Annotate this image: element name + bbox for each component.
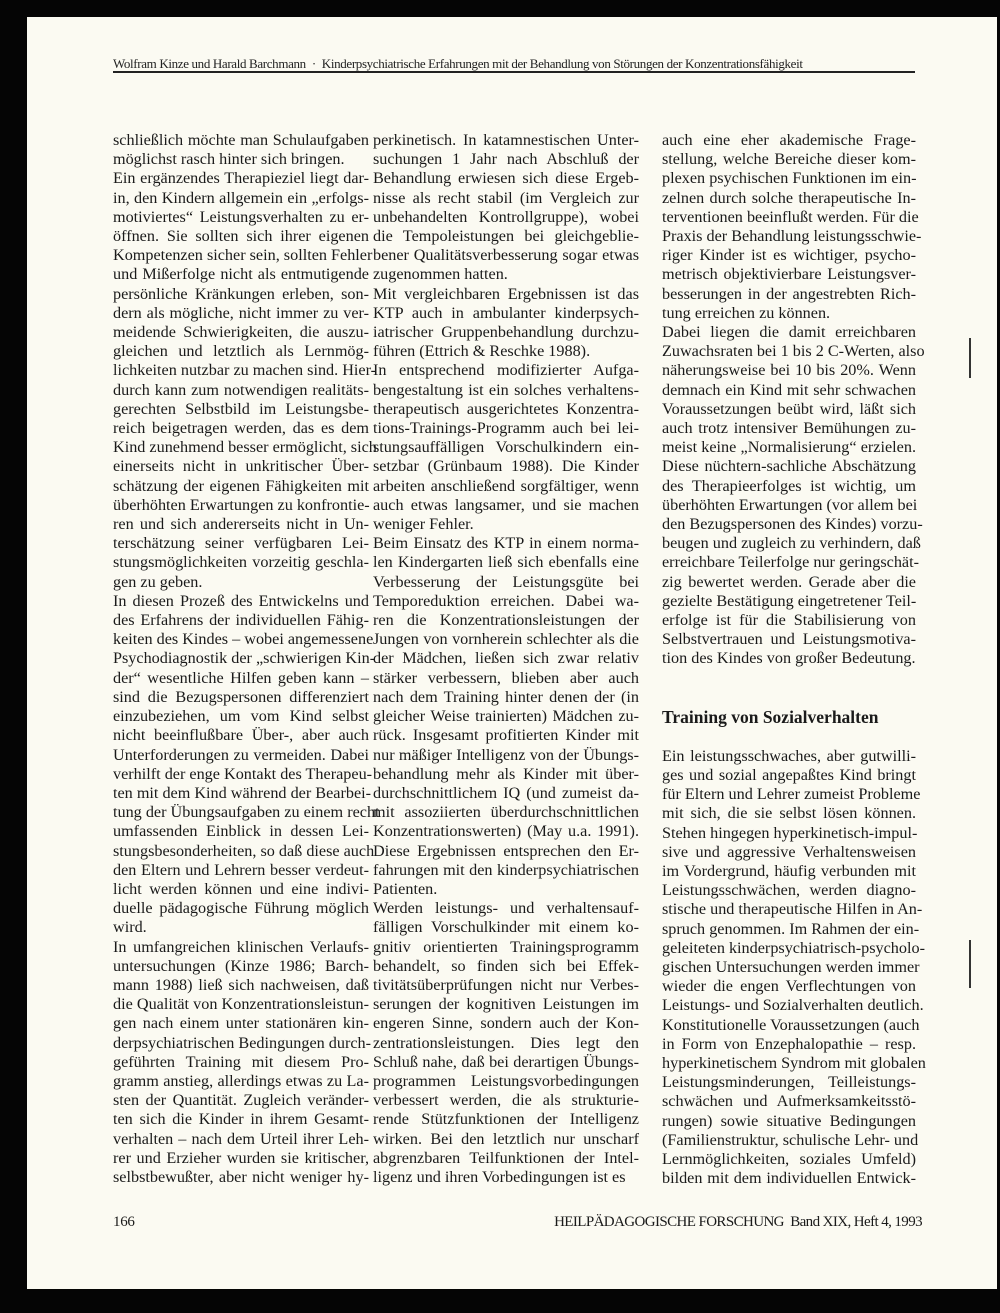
text-line: programmen Leistungsvorbedingungen	[373, 1071, 639, 1090]
text-line: in Form von Enzephalopathie – resp.	[662, 1034, 916, 1053]
text-line: tung erreichen zu können.	[662, 303, 831, 322]
text-line: den Eltern und Lehrern besser verdeut-	[113, 860, 369, 879]
text-line: In entsprechend modifizierter Aufga-	[373, 361, 639, 380]
text-line: Jungen von vornherein schlechter als die	[373, 630, 639, 649]
text-line: überhöhten Erwartungen (vor allem bei	[662, 495, 918, 514]
text-line: gen zu geben.	[113, 572, 203, 591]
text-line: möglichst rasch hinter sich bringen.	[113, 150, 345, 169]
text-line: wird.	[113, 918, 147, 937]
text-line: zelnen durch solche therapeutische In-	[662, 188, 916, 207]
text-line: Konstitutionelle Voraussetzungen (auch	[662, 1015, 920, 1034]
text-line: Beim Einsatz des KTP in einem norma-	[373, 534, 639, 553]
text-line: Leistungs- und Sozialverhalten deutlich.	[662, 996, 924, 1015]
text-line: licht werden können und eine indivi-	[113, 879, 369, 898]
text-line: (Familienstruktur, schulische Lehr- und	[662, 1130, 919, 1149]
text-line: rungen) sowie situative Bedingungen	[662, 1111, 916, 1130]
text-line: auch eine eher akademische Frage-	[662, 131, 916, 149]
text-line: auch etwas langsamer, und sie machen	[373, 495, 639, 514]
text-line: Verbesserung der Leistungsgüte bei	[373, 572, 639, 591]
text-line: Psychodiagnostik der „schwierigen Kin-	[113, 649, 376, 668]
text-line: plexen psychischen Funktionen im ein-	[662, 169, 917, 188]
text-line: führen (Ettrich & Reschke 1988).	[373, 342, 591, 361]
text-line: verhalten – nach dem Urteil ihrer Leh-	[113, 1129, 369, 1148]
paragraph	[113, 169, 377, 591]
text-line: schließlich möchte man Schulaufgaben	[113, 131, 369, 149]
text-line: rer und Erzieher wurden sie kritischer,	[113, 1148, 369, 1167]
text-line: durch kann zum notwendigen realitäts-	[113, 380, 369, 399]
text-line: In umfangreichen klinischen Verlaufs-	[113, 937, 369, 956]
text-line: terventionen beeinflußt werden. Für die	[662, 207, 919, 226]
text-line: ten sich die Kinder in ihrem Gesamt-	[113, 1110, 369, 1129]
text-line: öffnen. Sie sollten sich ihrer eigenen	[113, 227, 369, 246]
text-line: ges und sozial angepaßtes Kind bringt	[662, 765, 916, 784]
header-authors: Wolfram Kinze und Harald Barchmann	[113, 56, 306, 71]
text-line: Lernmöglichkeiten, soziales Umfeld)	[662, 1149, 916, 1168]
text-line: Patienten.	[373, 879, 438, 898]
text-line: gischen Untersuchungen werden immer	[662, 957, 920, 976]
text-line: Selbstvertrauen und Leistungsmotiva-	[662, 630, 916, 649]
text-line: besserungen in der angestrebten Rich-	[662, 284, 916, 303]
text-line: In diesen Prozeß des Entwickelns und	[113, 591, 369, 610]
text-line: stungsbesonderheiten, so daß diese auch	[113, 841, 375, 860]
text-line: gleichen und letztlich als Lernmög-	[113, 342, 369, 361]
text-line: gen nach einem unter stationären kin-	[113, 1014, 369, 1033]
paragraph	[373, 285, 639, 362]
text-line: weniger Fehler.	[373, 515, 474, 534]
text-line: stärker verbessern, blieben aber auch	[373, 668, 639, 687]
text-line: wirken. Bei den letztlich nur unscharf	[373, 1129, 639, 1148]
paragraph	[113, 937, 372, 1188]
text-line: stungsauffälligen Vorschulkindern ein-	[373, 438, 639, 457]
text-line: geführten Training mit diesem Pro-	[113, 1052, 369, 1071]
text-line: hyperkinetischem Syndrom mit globalen	[662, 1053, 926, 1072]
text-line: nicht beeinflußbare Über-, aber auch	[113, 726, 369, 745]
text-line: Leistungsminderungen, Teilleistungs-	[662, 1073, 916, 1092]
paragraph	[373, 534, 639, 899]
text-line: Leistungsschwächen, werden diagno-	[662, 881, 916, 900]
paragraph	[113, 591, 380, 938]
text-line: arbeiten anschließend sorgfältiger, wenn	[373, 476, 639, 495]
text-line: Behandlung erwiesen sich diese Ergeb-	[373, 169, 639, 188]
text-line: setzbar (Grünbaum 1988). Die Kinder	[373, 457, 639, 476]
text-line: len Kindergarten ließ sich ebenfalls eine	[373, 553, 639, 572]
text-line: die Qualität von Konzentrationsleistun-	[113, 995, 369, 1014]
text-line: lichkeiten nutzbar zu machen sind. Hier-	[113, 361, 377, 380]
text-line: mit sich, die sie selbst lösen können.	[662, 804, 916, 823]
text-line: Voraussetzungen beübt wird, läßt sich	[662, 399, 916, 418]
text-line: riger Kinder ist es wichtiger, psycho-	[662, 246, 916, 265]
text-line: beugen und zugleich zu verhindern, daß	[662, 534, 921, 553]
text-line: näherungsweise bei 10 bis 20%. Wenn	[662, 361, 916, 380]
header-rule	[113, 71, 915, 73]
text-line: persönliche Kränkungen erleben, son-	[113, 284, 369, 303]
text-line: im Vordergrund, häufig verbunden mit	[662, 861, 916, 880]
text-line: Konzentrationswerten) (May u.a. 1991).	[373, 822, 639, 841]
text-column-3	[662, 131, 926, 1188]
text-line: ten mit dem Kind während der Bearbei-	[113, 783, 372, 802]
text-line: gezielte Bestätigung eingetretener Teil-	[662, 591, 917, 610]
paragraph	[373, 131, 639, 285]
text-line: ren und sich andererseits nicht in Un-	[113, 515, 369, 534]
text-line: zentrationsleistungen. Dies legt den	[373, 1033, 639, 1052]
scan-artifact-mark	[969, 940, 971, 988]
text-line: den Bezugspersonen des Kindes) vorzu-	[662, 515, 923, 534]
text-line: des Therapieerfolges ist wichtig, um	[662, 476, 916, 495]
text-line: meidende Schwierigkeiten, die auszu-	[113, 323, 369, 342]
text-line: Schluß nahe, daß bei derartigen Übungs-	[373, 1052, 639, 1071]
text-line: suchungen 1 Jahr nach Abschluß der	[373, 150, 639, 169]
text-line: Unterforderungen zu vermeiden. Dabei	[113, 745, 369, 764]
text-line: wieder die engen Verflechtungen von	[662, 977, 916, 996]
paragraph	[373, 361, 639, 534]
text-line: keiten des Kindes – wobei angemessene	[113, 630, 374, 649]
text-line: einerseits nicht in unkritischer Über-	[113, 457, 369, 476]
paragraph	[373, 899, 639, 1187]
text-line: zig bewertet werden. Gerade aber die	[662, 572, 916, 591]
text-column-2	[373, 131, 639, 1187]
text-line: stellung, welche Bereiche dieser kom-	[662, 150, 916, 169]
text-line: dern als mögliche, nicht immer zu ver-	[113, 303, 369, 322]
text-line: schätzung der eigenen Fähigkeiten mit	[113, 476, 369, 495]
text-line: Dabei liegen die damit erreichbaren	[662, 323, 916, 342]
text-line: gerechten Selbstbild im Leistungsbe-	[113, 399, 369, 418]
text-line: unbehandelten Kontrollgruppe), wobei	[373, 207, 639, 226]
text-line: untersuchungen (Kinze 1986; Barch-	[113, 956, 369, 975]
text-line: Diese nüchtern-sachliche Abschätzung	[662, 457, 916, 476]
text-line: tion des Kindes von großer Bedeutung.	[662, 649, 916, 668]
text-line: verhilft der enge Kontakt des Therapeu-	[113, 764, 373, 783]
text-line: ren die Konzentrationsleistungen der	[373, 611, 639, 630]
text-line: auch trotz intensiver Bemühungen zu-	[662, 419, 916, 438]
text-line: bengestaltung ist ein solches verhaltens-	[373, 380, 639, 399]
text-line: die Tempoleistungen bei gleichgeblie-	[373, 227, 639, 246]
text-line: iatrischer Gruppenbehandlung durchzu-	[373, 323, 639, 342]
text-line: derpsychiatrischen Bedingungen durch-	[113, 1033, 372, 1052]
text-line: selbstbewußter, aber nicht weniger hy-	[113, 1167, 369, 1186]
journal-citation: HEILPÄDAGOGISCHE FORSCHUNG Band XIX, Heft 4, 1993	[554, 1214, 922, 1230]
text-line: erreichbare Teilerfolge nur geringschät-	[662, 553, 919, 572]
section-heading: Training von Sozialverhalten	[662, 706, 879, 727]
paragraph	[662, 131, 922, 323]
text-line: überhöhten Erwartungen zu konfrontie-	[113, 495, 370, 514]
text-line: erfolge ist für die Stabilisierung von	[662, 611, 916, 630]
text-line: bilden mit dem individuellen Entwick-	[662, 1169, 916, 1188]
text-line: Diese Ergebnissen entsprechen den Er-	[373, 841, 639, 860]
text-line: Mit vergleichbaren Ergebnissen ist das	[373, 284, 639, 303]
header-separator: ·	[311, 56, 316, 71]
text-line: sive und aggressive Verhaltensweisen	[662, 842, 916, 861]
text-line: spruch genommen. Im Rahmen der ein-	[662, 919, 920, 938]
text-line: perkinetisch. In katamnestischen Unter-	[373, 131, 639, 149]
text-line: rück. Insgesamt profitierten Kinder mit	[373, 726, 639, 745]
text-line: Ein leistungsschwaches, aber gutwilli-	[662, 746, 916, 765]
scan-artifact-mark	[969, 338, 971, 378]
text-line: abgrenzbaren Teilfunktionen der Intel-	[373, 1148, 639, 1167]
text-line: zugenommen hatten.	[373, 265, 508, 284]
text-line: terschätzung seiner verfügbaren Lei-	[113, 534, 369, 553]
text-line: meist keine „Normalisierung“ erzielen.	[662, 438, 916, 457]
text-line: tivitätsüberprüfungen nicht nur Verbes-	[373, 975, 639, 994]
text-line: Ein ergänzendes Therapieziel liegt dar-	[113, 169, 369, 188]
text-line: therapeutisch ausgerichtetes Konzentra-	[373, 399, 639, 418]
text-column-1	[113, 131, 380, 1187]
text-line: des Erfahrens der individuellen Fähig-	[113, 611, 369, 630]
text-line: sten der Quantität. Zugleich veränder-	[113, 1091, 369, 1110]
text-line: schwächen und Aufmerksamkeitsstö-	[662, 1092, 916, 1111]
text-line: bener Qualitätsverbesserung sogar etwas	[373, 246, 639, 265]
text-line: engeren Sinne, sondern auch der Kon-	[373, 1014, 639, 1033]
text-line: nach dem Training hinter denen der (in	[373, 687, 639, 706]
text-line: umfassenden Einblick in dessen Lei-	[113, 822, 369, 841]
text-line: tung der Übungsaufgaben zu einem recht	[113, 803, 380, 822]
text-line: metrisch objektivierbare Leistungsver-	[662, 265, 916, 284]
text-line: ligenz und ihren Vorbedingungen ist es	[373, 1167, 626, 1186]
text-line: reich beigetragen werden, das es dem	[113, 419, 369, 438]
text-line: nur mäßiger Intelligenz von der Übungs-	[373, 745, 639, 764]
text-line: rende Stützfunktionen der Intelligenz	[373, 1110, 639, 1129]
text-line: Kompetenzen sicher sein, sollten Fehler	[113, 246, 373, 265]
text-line: geleiteten kinderpsychiatrisch-psycholo-	[662, 938, 925, 957]
text-line: nisse als recht stabil (im Vergleich zur	[373, 188, 639, 207]
text-line: gramm anstieg, allerdings etwas zu La-	[113, 1071, 369, 1090]
text-line: Temporeduktion erreichen. Dabei wa-	[373, 591, 639, 610]
text-line: für Eltern und Lehrer zumeist Probleme	[662, 785, 921, 804]
text-line: demnach ein Kind mit sehr schwachen	[662, 380, 916, 399]
paragraph	[662, 746, 926, 1189]
text-line: der Mädchen, ließen sich zwar relativ	[373, 649, 639, 668]
page-number: 166	[113, 1214, 135, 1230]
text-line: fälligen Vorschulkinder mit einem ko-	[373, 918, 639, 937]
text-line: Kind zunehmend besser ermöglicht, sich	[113, 438, 377, 457]
text-line: gleicher Weise trainierten) Mädchen zu-	[373, 707, 639, 726]
text-line: Praxis der Behandlung leistungsschwie-	[662, 227, 922, 246]
text-line: tions-Trainings-Programm auch bei lei-	[373, 419, 639, 438]
text-line: und Mißerfolge nicht als entmutigende	[113, 265, 369, 284]
text-line: einzubeziehen, um vom Kind selbst	[113, 707, 369, 726]
text-line: behandlung mehr als Kinder mit über-	[373, 764, 639, 783]
text-line: motiviertes“ Leistungsverhalten zu er-	[113, 207, 369, 226]
paragraph	[662, 323, 925, 669]
text-line: in, den Kindern allgemein ein „erfolgs-	[113, 188, 369, 207]
text-line: stische und therapeutische Hilfen in An-	[662, 900, 923, 919]
text-line: Zuwachsraten bei 1 bis 2 C-Werten, also	[662, 342, 925, 361]
text-line: sind die Bezugspersonen differenziert	[113, 687, 369, 706]
text-line: Werden leistungs- und verhaltensauf-	[373, 899, 639, 918]
text-line: mann 1988) ließ sich nachweisen, daß	[113, 975, 369, 994]
text-line: duelle pädagogische Führung möglich	[113, 899, 369, 918]
text-line: KTP auch in ambulanter kinderpsych-	[373, 303, 639, 322]
running-header	[113, 56, 915, 72]
text-line: der“ wesentliche Hilfen geben kann –	[113, 668, 369, 687]
text-line: serungen der kognitiven Leistungen im	[373, 995, 639, 1014]
text-line: behandelt, so finden sich bei Effek-	[373, 956, 639, 975]
text-line: mit assoziierten überdurchschnittlichen	[373, 803, 639, 822]
paragraph	[113, 131, 369, 169]
text-line: fahrungen mit den kinderpsychiatrischen	[373, 860, 639, 879]
text-line: Stehen hingegen hyperkinetisch-impul-	[662, 823, 918, 842]
text-line: durchschnittlichem IQ (und zumeist da-	[373, 783, 639, 802]
text-line: gnitiv orientierten Trainingsprogramm	[373, 937, 639, 956]
text-line: stungsmöglichkeiten vorzeitig geschla-	[113, 553, 369, 572]
text-line: verbessert werden, die als strukturie-	[373, 1091, 639, 1110]
header-title: Kinderpsychiatrische Erfahrungen mit der Behandlung von Störungen der Konzentrationsfähigkeit	[321, 56, 803, 71]
